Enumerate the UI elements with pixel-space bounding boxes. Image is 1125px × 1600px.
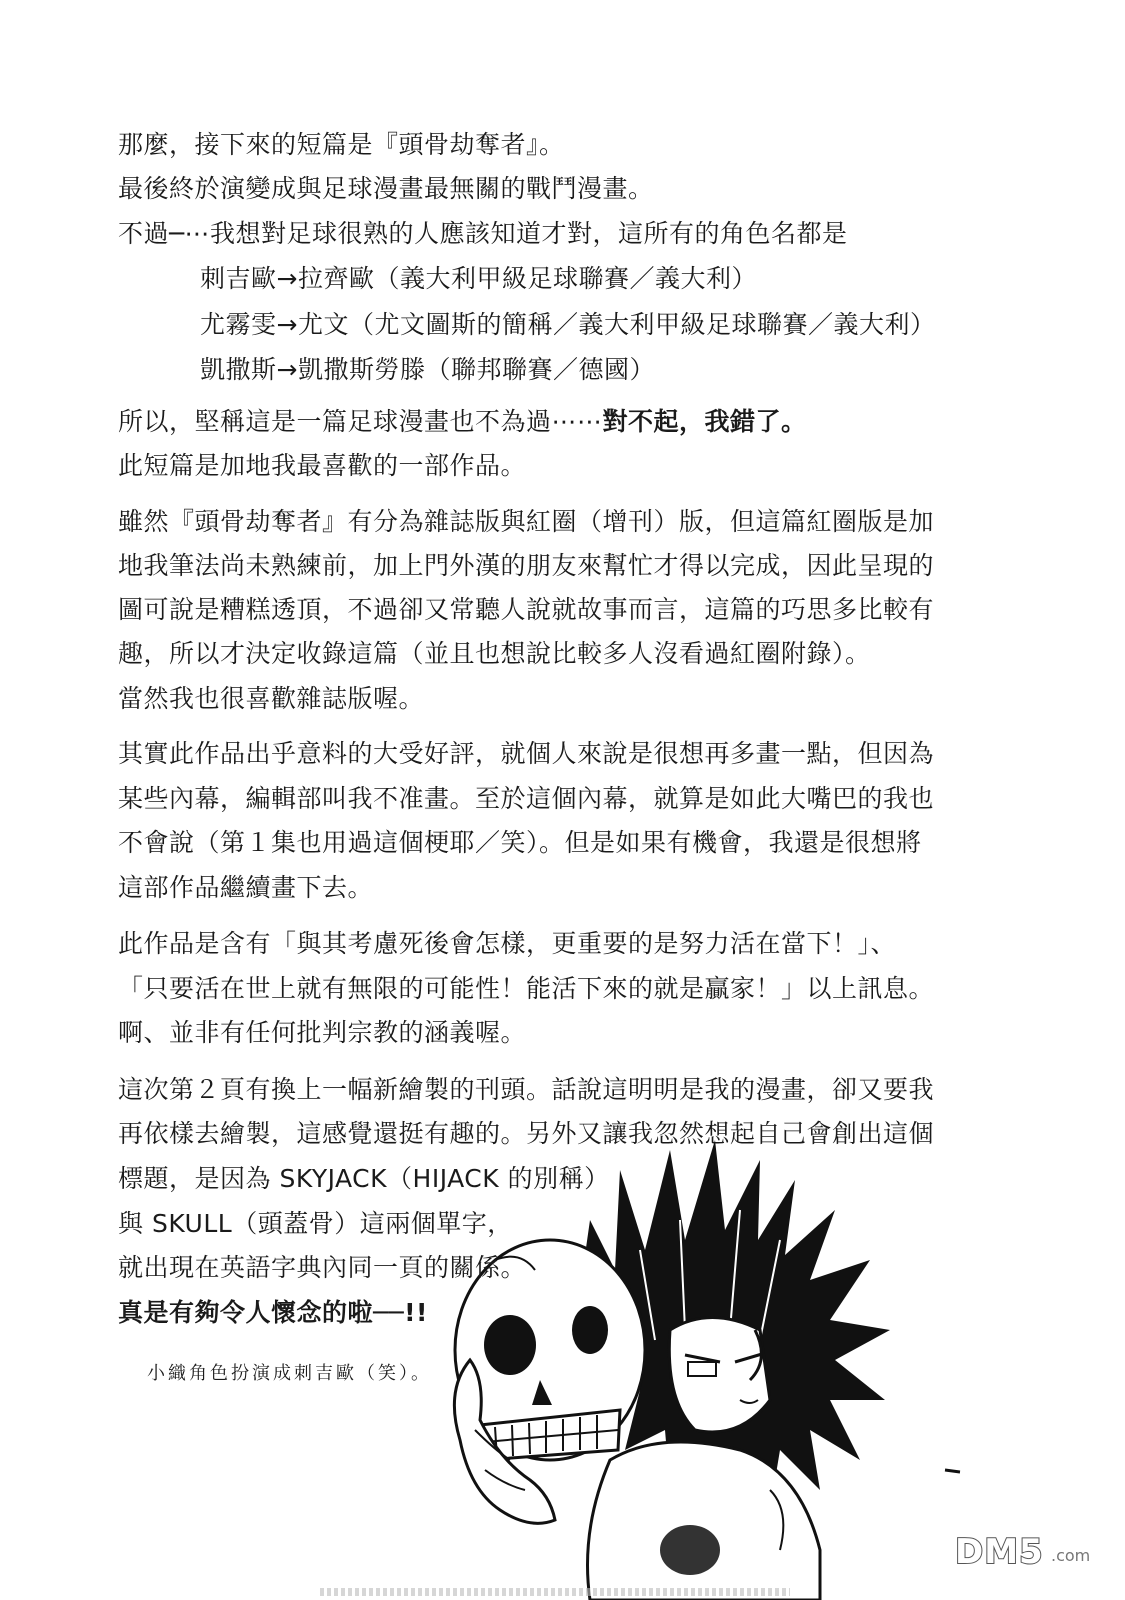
text-line: 這部作品繼續畫下去。 — [118, 873, 374, 902]
text-line: 啊、並非有任何批判宗教的涵義喔。 — [118, 1018, 527, 1047]
watermark-brand: DM5 — [955, 1532, 1044, 1572]
text-line: 標題，是因為 SKYJACK（HIJACK 的別稱） — [118, 1164, 610, 1193]
text-line: 趣，所以才決定收錄這篇（並且也想說比較多人沒看過紅圈附錄）。 — [118, 639, 871, 668]
text-line: 當然我也很喜歡雜誌版喔。 — [118, 684, 425, 713]
text-line: 不過─⋯我想對足球很熟的人應該知道才對，這所有的角色名都是 — [118, 219, 848, 248]
scan-edge-artifact — [320, 1588, 790, 1596]
text-normal: 所以，堅稱這是一篇足球漫畫也不為過⋯⋯ — [118, 407, 603, 436]
text-line: 此短篇是加地我最喜歡的一部作品。 — [118, 451, 527, 480]
watermark-suffix: .com — [1051, 1546, 1091, 1565]
illustration-caption: 小織角色扮演成刺吉歐（笑）。 — [147, 1363, 432, 1384]
watermark-logo — [955, 1530, 1105, 1576]
text-line: 與 SKULL（頭蓋骨）這兩個單字， — [118, 1209, 513, 1238]
text-line: 地我筆法尚未熟練前，加上門外漢的朋友來幫忙才得以完成，因此呈現的 — [118, 551, 935, 580]
emphasis-line: 真是有夠令人懷念的啦──!! — [118, 1298, 428, 1327]
text-line: 就出現在英語字典內同一頁的關係。 — [118, 1253, 527, 1282]
text-line: 最後終於演變成與足球漫畫最無關的戰鬥漫畫。 — [118, 174, 654, 203]
text-line: 這次第２頁有換上一幅新繪製的刊頭。話說這明明是我的漫畫，卻又要我 — [118, 1075, 935, 1104]
name-mapping-line: 凱撒斯→凱撒斯勞滕（聯邦聯賽／德國） — [200, 355, 655, 384]
text-line: 圖可說是糟糕透頂，不過卻又常聽人說就故事而言，這篇的巧思多比較有 — [118, 595, 935, 624]
text-line: 雖然『頭骨劫奪者』有分為雜誌版與紅圈（增刊）版，但這篇紅圈版是加 — [118, 507, 935, 536]
text-line: 此作品是含有「與其考慮死後會怎樣，更重要的是努力活在當下！」、 — [118, 929, 897, 958]
text-emphasis: 對不起，我錯了。 — [602, 407, 807, 436]
name-mapping-line: 刺吉歐→拉齊歐（義大利甲級足球聯賽／義大利） — [200, 264, 757, 293]
name-mapping-line: 尤霧雯→尤文（尤文圖斯的簡稱／義大利甲級足球聯賽／義大利） — [200, 310, 936, 339]
text-line: 「只要活在世上就有無限的可能性！能活下來的就是贏家！」以上訊息。 — [118, 974, 935, 1003]
text-line — [118, 407, 807, 437]
text-line: 再依樣去繪製，這感覺還挺有趣的。另外又讓我忽然想起自己會創出這個 — [118, 1119, 935, 1148]
text-line: 不會說（第１集也用過這個梗耶／笑）。但是如果有機會，我還是很想將 — [118, 828, 922, 857]
text-line: 某些內幕，編輯部叫我不准畫。至於這個內幕，就算是如此大嘴巴的我也 — [118, 784, 935, 813]
text-line: 那麼，接下來的短篇是『頭骨劫奪者』。 — [118, 130, 565, 159]
text-line: 其實此作品出乎意料的大受好評，就個人來說是很想再多畫一點，但因為 — [118, 739, 935, 768]
